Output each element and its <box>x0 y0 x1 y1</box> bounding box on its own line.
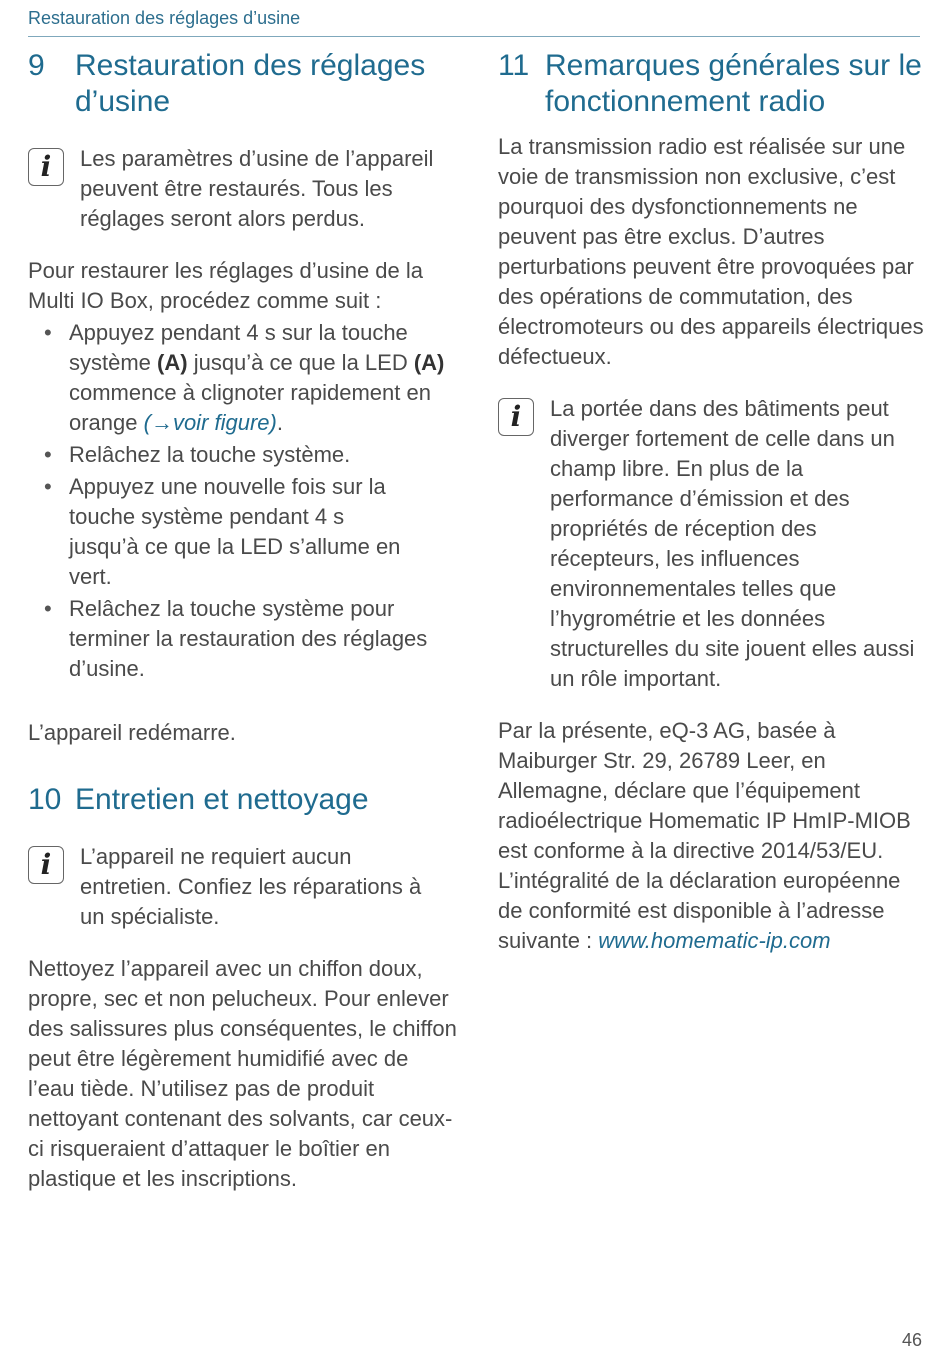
section-9-note-text: Les paramètres d’usine de l’appareil peuvent être restaurés. Tous les réglages seront alors perdus. <box>80 146 434 231</box>
section-11-title: Remarques générales sur le fonctionnement radio <box>545 49 922 118</box>
section-11-number: 11 <box>498 49 530 82</box>
section-11-heading <box>498 48 926 120</box>
section-9-heading <box>28 48 458 120</box>
section-10-number: 10 <box>28 783 62 816</box>
section-9-note <box>28 144 458 234</box>
section-9-intro: Pour restaurer les réglages d’usine de la Multi IO Box, procédez comme suit : <box>28 258 424 313</box>
reset-step: • Relâchez la touche système pour terminer la restauration des réglages d’usine. <box>28 594 458 684</box>
section-9-number: 9 <box>28 49 45 82</box>
section-11-note-text: La portée dans des bâtiments peut diverger fortement de celle dans un champ libre. En plus de la performance d’émission et des propriétés de réception des récepteurs, les influences environnementales telles que l’hygrométrie et les données structurelles du site jouent elles aussi un rôle important. <box>550 396 915 691</box>
info-icon: i <box>28 148 64 186</box>
reset-step: • Appuyez pendant 4 s sur la touche système (A) jusqu’à ce que la LED (A) commence à clignoter rapidement en orange (→voir figure). <box>28 318 458 438</box>
section-10-note <box>28 842 458 932</box>
conformity-declaration <box>498 716 926 956</box>
running-header: Restauration des réglages d’usine <box>28 8 301 28</box>
reset-step: • Appuyez une nouvelle fois sur la touche système pendant 4 s jusqu’à ce que la LED s’allume en vert. <box>28 472 458 592</box>
section-11-body: La transmission radio est réalisée sur une voie de transmission non exclusive, c’est pourquoi des dysfonctionnements ne peuvent pas être exclus. D’autres perturbations peuvent être provoquées par des opérations de commutation, des électromoteurs ou des appareils électriques défectueux. <box>498 134 924 369</box>
page-number: 46 <box>901 1330 922 1350</box>
section-10-note-text: L’appareil ne requiert aucun entretien. Confiez les réparations à un spécialiste. <box>80 844 422 929</box>
section-9-outro: L’appareil redémarre. <box>28 720 236 745</box>
section-11-note <box>498 394 926 694</box>
figure-reference-link[interactable]: (→voir figure) <box>143 410 277 435</box>
left-column <box>28 48 458 1194</box>
section-10-body: Nettoyez l’appareil avec un chiffon doux, propre, sec et non pelucheux. Pour enlever des salissures plus conséquentes, le chiffon peut être légèrement humidifié avec de l’eau tiède. N’utilisez pas de produit nettoyant contenant des solvants, car ceux-ci risqueraient d’attaquer le boîtier en plastique et les inscriptions. <box>28 956 457 1191</box>
section-9-title: Restauration des réglages d’usine <box>75 49 426 118</box>
reset-steps-list <box>28 318 458 684</box>
header-rule <box>28 36 920 37</box>
reset-step: • Relâchez la touche système. <box>28 440 458 470</box>
info-icon: i <box>28 846 64 884</box>
homematic-website-link[interactable]: www.homematic-ip.com <box>598 928 831 953</box>
info-icon: i <box>498 398 534 436</box>
section-10-title: Entretien et nettoyage <box>75 783 369 816</box>
section-10-heading <box>28 782 458 818</box>
right-column <box>498 48 926 956</box>
conformity-declaration-text: Par la présente, eQ-3 AG, basée à Maiburger Str. 29, 26789 Leer, en Allemagne, déclare que l’équipement radioélectrique Homematic IP HmIP-MIOB est conforme à la directive 2014/53/EU. L’intégralité de la déclaration européenne de conformité est disponible à l’adresse suivante : <box>498 718 911 953</box>
